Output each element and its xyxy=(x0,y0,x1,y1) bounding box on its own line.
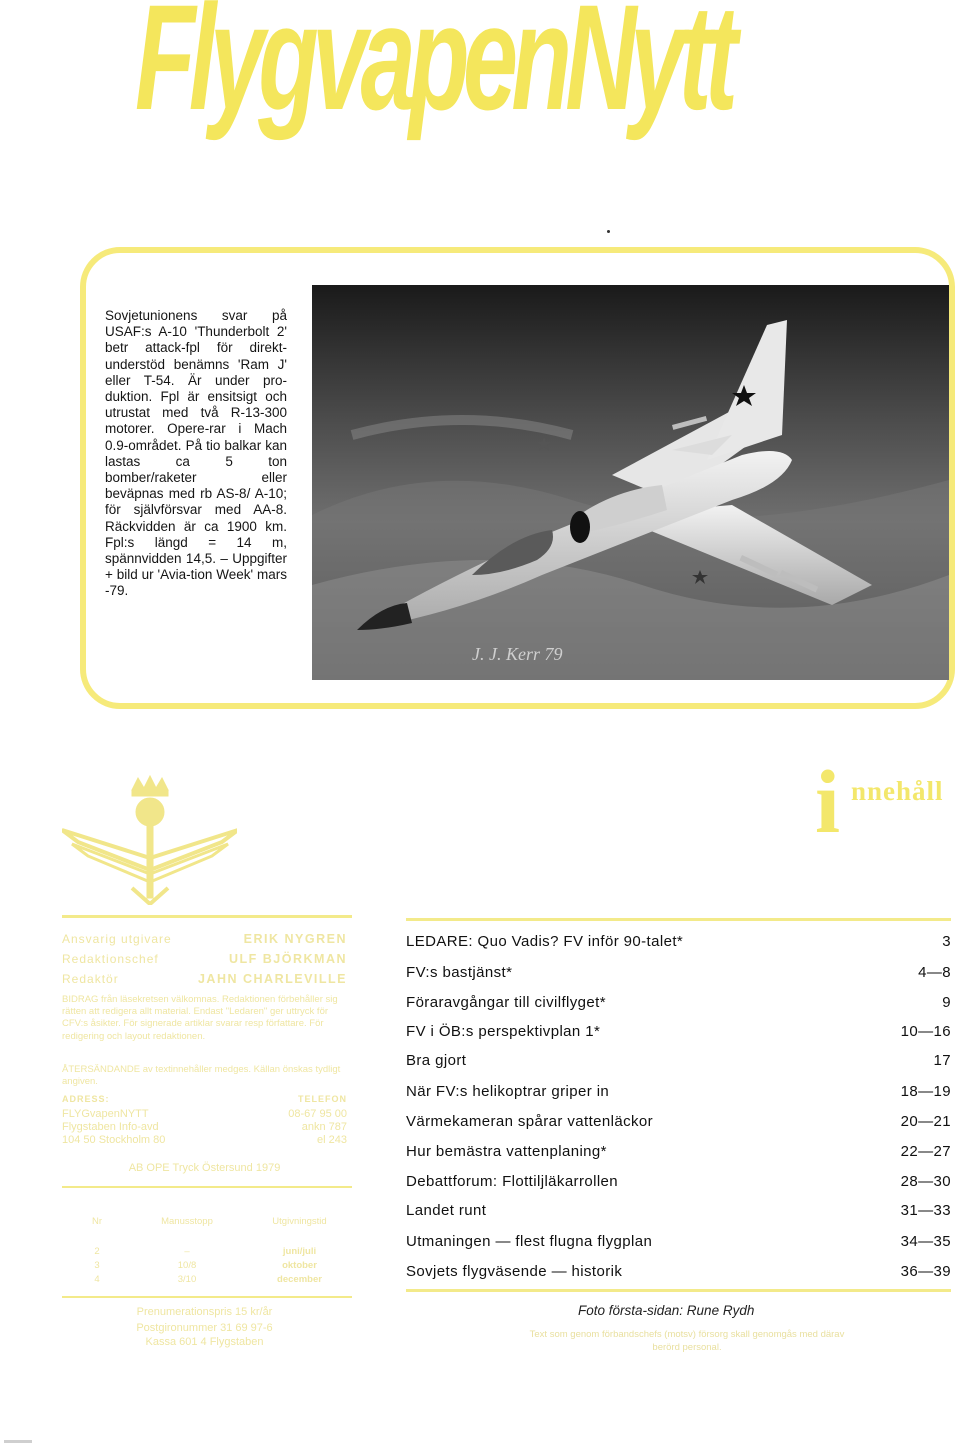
toc-item[interactable] xyxy=(406,1263,951,1280)
atersandning-text: ÅTERSÄNDANDE av textinnehåller medges. Källan önskas tydligt angiven. xyxy=(62,1064,341,1088)
toc-page: 4—8 xyxy=(918,964,951,981)
toc-item[interactable] xyxy=(406,1052,951,1069)
toc-title: Föraravgångar till civilflyget* xyxy=(406,994,606,1011)
phone-line: el 243 xyxy=(317,1134,347,1146)
subscription-row xyxy=(62,1322,347,1334)
toc-title: När FV:s helikoptrar griper in xyxy=(406,1083,610,1100)
schedule-utgivning: juni/juli xyxy=(282,1246,317,1257)
speck xyxy=(607,230,610,233)
divider xyxy=(62,1296,352,1298)
toc-item[interactable] xyxy=(406,1113,951,1130)
schedule-nr: 4 xyxy=(94,1274,100,1285)
masthead xyxy=(0,0,960,150)
toc-page: 31—33 xyxy=(900,1202,951,1219)
toc-item[interactable] xyxy=(406,964,951,981)
subscription-row xyxy=(62,1306,347,1318)
staff-name: ULF BJÖRKMAN xyxy=(229,952,347,966)
schedule-header: Nr xyxy=(91,1216,103,1227)
schedule-nr: 2 xyxy=(94,1246,100,1257)
toc-page: 20—21 xyxy=(900,1113,951,1130)
staff-role: Redaktionschef xyxy=(62,952,159,966)
toc-page: 9 xyxy=(942,994,951,1011)
toc-title: FV:s bastjänst* xyxy=(406,964,513,981)
kassa-number: Kassa 601 4 Flygstaben xyxy=(145,1336,264,1348)
toc-title: Debattforum: Flottiljläkarrollen xyxy=(406,1173,619,1190)
toc-item[interactable] xyxy=(406,994,951,1011)
cover-caption: Sovjetunionens svar på USAF:s A-10 'Thunderbolt 2' betr attack-fpl för direkt-understöd benämns 'Ram J' eller T-54. Är under pro-duktion. Fpl är ensitsigt och utrustat med två R-13-300 motorer. Opere-rar i Mach 0.9-området. På tio balkar kan lastas ca 5 ton bomber/raketer eller beväpnas med rb AS-8/ A-10; för självförsvar med AA-8. Räckvidden är ca 1900 km. Fpl:s längd = 14 m, spännvidden 14,5. – Uppgifter + bild ur 'Avia-tion Week' mars -79. xyxy=(105,308,287,599)
toc-title: Utmaningen — flest flugna flygplan xyxy=(406,1233,653,1250)
staff-row xyxy=(62,932,347,946)
contact-row xyxy=(62,1134,347,1146)
printer-row xyxy=(62,1162,347,1174)
photo-credit: Foto första-sidan: Rune Rydh xyxy=(578,1303,755,1318)
contact-row xyxy=(62,1108,347,1120)
schedule-header: Utgivningstid xyxy=(272,1216,327,1227)
toc-title: LEDARE: Quo Vadis? FV inför 90-talet* xyxy=(406,933,684,950)
toc-page: 28—30 xyxy=(900,1173,951,1190)
schedule-utgivning: oktober xyxy=(282,1260,317,1271)
toc-item[interactable] xyxy=(406,1202,951,1219)
toc-item[interactable] xyxy=(406,1083,951,1100)
subscription-price: Prenumerationspris 15 kr/år xyxy=(136,1306,273,1318)
divider xyxy=(406,918,951,921)
toc-title: Bra gjort xyxy=(406,1052,467,1069)
toc-page: 17 xyxy=(933,1052,951,1069)
staff-role: Ansvarig utgivare xyxy=(62,932,172,946)
masthead-title: FlygvapenNytt xyxy=(135,0,732,141)
footnote: Text som genom förbandschefs (motsv) försorg skall genomgås med därav berörd personal. xyxy=(529,1329,845,1353)
schedule-manus: 3/10 xyxy=(177,1274,197,1285)
photo-signature: J. J. Kerr 79 xyxy=(472,644,563,664)
toc-title: Värmekameran spårar vattenläckor xyxy=(406,1113,654,1130)
address-line: Flygstaben Info-avd xyxy=(62,1121,159,1133)
cover-photo xyxy=(312,285,949,680)
staff-role: Redaktör xyxy=(62,972,119,986)
staff-row xyxy=(62,972,347,986)
toc-item[interactable] xyxy=(406,1023,951,1040)
schedule-nr: 3 xyxy=(94,1260,100,1271)
toc-page: 36—39 xyxy=(900,1263,951,1280)
toc-page: 22—27 xyxy=(900,1143,951,1160)
address-line: FLYGvapenNYTT xyxy=(62,1108,149,1120)
schedule-header: Manusstopp xyxy=(161,1216,213,1227)
scan-mark xyxy=(4,1440,32,1443)
staff-name: JAHN CHARLEVILLE xyxy=(197,972,347,986)
toc-title: Hur bemästra vattenplaning* xyxy=(406,1143,607,1160)
schedule-utgivning: december xyxy=(277,1274,322,1285)
toc-item[interactable] xyxy=(406,933,951,950)
toc-page: 3 xyxy=(942,933,951,950)
air-force-emblem xyxy=(62,770,237,905)
toc-page: 18—19 xyxy=(900,1083,951,1100)
toc-item[interactable] xyxy=(406,1143,951,1160)
phone-line: 08-67 95 00 xyxy=(288,1108,347,1120)
address-line: 104 50 Stockholm 80 xyxy=(62,1134,166,1146)
staff-name: ERIK NYGREN xyxy=(243,932,347,946)
toc-item[interactable] xyxy=(406,1173,951,1190)
printer-text: AB OPE Tryck Östersund 1979 xyxy=(128,1162,281,1174)
postgiro-number: Postgironummer 31 69 97-6 xyxy=(136,1322,273,1334)
phone-line: ankn 787 xyxy=(301,1121,347,1133)
toc-page: 10—16 xyxy=(900,1023,951,1040)
contents-heading xyxy=(815,753,955,858)
toc-title: Landet runt xyxy=(406,1202,487,1219)
publication-info xyxy=(62,915,352,1358)
divider xyxy=(62,1186,352,1188)
toc-title: FV i ÖB:s perspektivplan 1* xyxy=(406,1023,601,1040)
contents-heading-rest: nnehåll xyxy=(851,776,944,806)
bidrag-text: BIDRAG från läsekretsen välkomnas. Redaktionen förbehåller sig rätten att redigera allt material. Endast "Ledaren" ger uttryck för CFV:s åsikter. För signerade artiklar svarar resp författare. För redigering och layout redaktionen. xyxy=(62,994,338,1042)
schedule-manus: – xyxy=(184,1246,190,1257)
staff-row xyxy=(62,952,347,966)
subscription-row xyxy=(62,1336,347,1348)
schedule-manus: 10/8 xyxy=(177,1260,197,1271)
phone-label: TELEFON xyxy=(298,1094,347,1104)
contact-header xyxy=(62,1094,347,1104)
toc-title: Sovjets flygväsende — historik xyxy=(406,1263,623,1280)
contents-heading-initial: i xyxy=(815,753,841,852)
contact-row xyxy=(62,1121,347,1133)
toc-item[interactable] xyxy=(406,1233,951,1250)
address-label: ADRESS: xyxy=(62,1094,110,1104)
divider xyxy=(406,1289,951,1292)
toc-page: 34—35 xyxy=(900,1233,951,1250)
